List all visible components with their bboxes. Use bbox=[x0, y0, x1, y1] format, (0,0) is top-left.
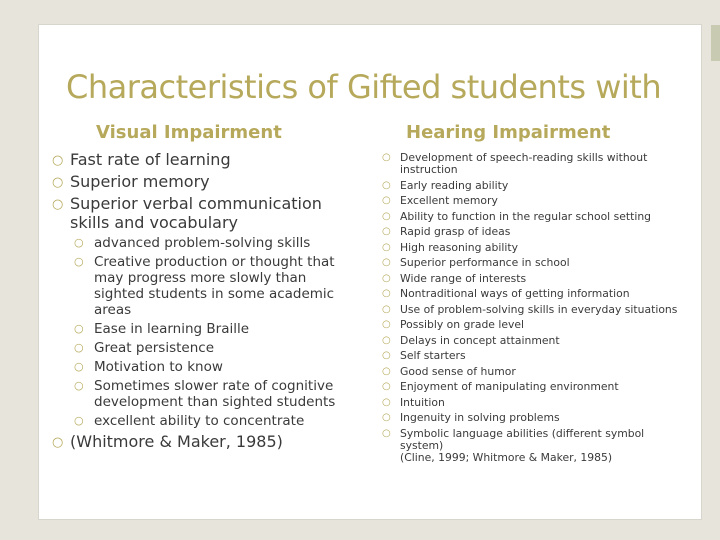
hearing-list-item-text: Early reading ability bbox=[400, 178, 509, 192]
hearing-list-item-text: Superior performance in school bbox=[400, 256, 570, 269]
hearing-list-item-text: Good sense of humor bbox=[400, 364, 516, 378]
hearing-list-item bbox=[382, 211, 684, 223]
hearing-list-item bbox=[382, 412, 684, 424]
corner-decoration bbox=[711, 25, 720, 61]
hollow-circle-bullet-icon: ○ bbox=[74, 255, 84, 268]
hollow-circle-bullet-icon: ○ bbox=[382, 319, 391, 330]
hollow-circle-bullet-icon: ○ bbox=[382, 241, 391, 253]
hearing-list-item bbox=[382, 273, 684, 285]
hollow-circle-bullet-icon: ○ bbox=[382, 152, 391, 163]
hearing-list-item-text: Nontraditional ways of getting information bbox=[400, 287, 630, 300]
visual-list-item bbox=[52, 432, 352, 451]
hearing-list-item bbox=[382, 288, 684, 300]
hearing-list-item bbox=[382, 257, 684, 269]
visual-list-item bbox=[52, 321, 352, 337]
hearing-list-item-text: Delays in concept attainment bbox=[400, 333, 560, 347]
hollow-circle-bullet-icon: ○ bbox=[74, 341, 84, 354]
hearing-list-item-text: Enjoyment of manipulating environment bbox=[400, 380, 619, 393]
visual-list-item bbox=[52, 235, 352, 251]
hearing-list-item bbox=[382, 152, 684, 176]
hearing-list-item bbox=[382, 304, 684, 316]
hollow-circle-bullet-icon: ○ bbox=[74, 322, 84, 335]
visual-list-item-text: Motivation to know bbox=[94, 359, 223, 375]
hollow-circle-bullet-icon: ○ bbox=[52, 153, 64, 168]
hearing-list-item-text: Development of speech-reading skills without instruction bbox=[400, 151, 648, 176]
hearing-list-item-text: Possibly on grade level bbox=[400, 318, 525, 331]
visual-list-item bbox=[52, 378, 352, 410]
hearing-list-item bbox=[382, 397, 684, 409]
hearing-list-item bbox=[382, 226, 684, 238]
hearing-list-item bbox=[382, 180, 684, 192]
hearing-list-item-text: Self starters bbox=[400, 349, 466, 362]
visual-list-item-text: advanced problem-solving skills bbox=[94, 235, 311, 251]
visual-list-item bbox=[52, 254, 352, 318]
hollow-circle-bullet-icon: ○ bbox=[382, 226, 391, 237]
hearing-list-item bbox=[382, 195, 684, 207]
hollow-circle-bullet-icon: ○ bbox=[74, 236, 84, 249]
hearing-list-item-text: Use of problem-solving skills in everyday situations bbox=[400, 302, 678, 316]
hearing-list-item-text: Ability to function in the regular school setting bbox=[400, 209, 652, 223]
visual-impairment-heading: Visual Impairment bbox=[96, 122, 282, 143]
visual-list-item bbox=[52, 340, 352, 356]
visual-list-item-text: Fast rate of learning bbox=[70, 150, 231, 169]
hollow-circle-bullet-icon: ○ bbox=[382, 179, 391, 191]
hearing-list-item bbox=[382, 350, 684, 362]
hearing-list-item-text: Wide range of interests bbox=[400, 271, 527, 285]
hollow-circle-bullet-icon: ○ bbox=[382, 272, 391, 284]
hollow-circle-bullet-icon: ○ bbox=[52, 175, 64, 190]
hearing-impairment-heading: Hearing Impairment bbox=[406, 122, 611, 143]
hearing-list-item bbox=[382, 319, 684, 331]
hearing-list-item bbox=[382, 335, 684, 347]
hollow-circle-bullet-icon: ○ bbox=[382, 350, 391, 361]
slide-title: Characteristics of Gifted students with bbox=[66, 68, 662, 106]
hollow-circle-bullet-icon: ○ bbox=[382, 195, 391, 206]
hollow-circle-bullet-icon: ○ bbox=[74, 379, 84, 392]
hollow-circle-bullet-icon: ○ bbox=[382, 427, 391, 439]
hearing-list-item bbox=[382, 366, 684, 378]
visual-list-item-text: Superior verbal communication skills and vocabulary bbox=[70, 194, 322, 232]
hollow-circle-bullet-icon: ○ bbox=[74, 414, 84, 427]
hearing-list-item-text: Ingenuity in solving problems bbox=[400, 411, 560, 424]
hollow-circle-bullet-icon: ○ bbox=[382, 288, 391, 299]
hollow-circle-bullet-icon: ○ bbox=[382, 381, 391, 392]
visual-list-item bbox=[52, 359, 352, 375]
hollow-circle-bullet-icon: ○ bbox=[382, 210, 391, 222]
hollow-circle-bullet-icon: ○ bbox=[52, 435, 64, 450]
visual-list-item-text: (Whitmore & Maker, 1985) bbox=[70, 432, 283, 451]
hearing-list-item-text: (Cline, 1999; Whitmore & Maker, 1985) bbox=[400, 451, 613, 464]
hollow-circle-bullet-icon: ○ bbox=[382, 412, 391, 423]
visual-list-item-text: Superior memory bbox=[70, 172, 210, 191]
hearing-list-item bbox=[382, 242, 684, 254]
visual-list-item bbox=[52, 150, 352, 169]
hollow-circle-bullet-icon: ○ bbox=[382, 257, 391, 268]
visual-list-item-text: excellent ability to concentrate bbox=[94, 413, 305, 429]
visual-list-item bbox=[52, 194, 352, 232]
hollow-circle-bullet-icon: ○ bbox=[382, 334, 391, 346]
hearing-list-item-text: Rapid grasp of ideas bbox=[400, 225, 511, 238]
visual-list-item bbox=[52, 172, 352, 191]
visual-list-item-text: Creative production or thought that may progress more slowly than sighted students in some academic areas bbox=[94, 254, 335, 318]
hearing-impairment-list bbox=[382, 152, 684, 468]
hollow-circle-bullet-icon: ○ bbox=[382, 365, 391, 377]
hearing-list-item-text: Intuition bbox=[400, 395, 445, 409]
hollow-circle-bullet-icon: ○ bbox=[382, 396, 391, 408]
hearing-list-item bbox=[382, 428, 684, 452]
hollow-circle-bullet-icon: ○ bbox=[382, 303, 391, 315]
visual-list-item-text: Great persistence bbox=[94, 340, 215, 356]
hearing-list-item bbox=[382, 381, 684, 393]
hearing-list-item-text: Symbolic language abilities (different symbol system) bbox=[400, 426, 645, 452]
visual-list-item-text: Sometimes slower rate of cognitive development than sighted students bbox=[94, 378, 336, 410]
hearing-list-item bbox=[382, 452, 684, 464]
visual-impairment-list bbox=[52, 150, 352, 454]
hollow-circle-bullet-icon: ○ bbox=[74, 360, 84, 373]
hearing-list-item-text: Excellent memory bbox=[400, 194, 498, 207]
visual-list-item-text: Ease in learning Braille bbox=[94, 321, 250, 337]
hearing-list-item-text: High reasoning ability bbox=[400, 240, 519, 254]
hollow-circle-bullet-icon: ○ bbox=[52, 197, 64, 212]
visual-list-item bbox=[52, 413, 352, 429]
